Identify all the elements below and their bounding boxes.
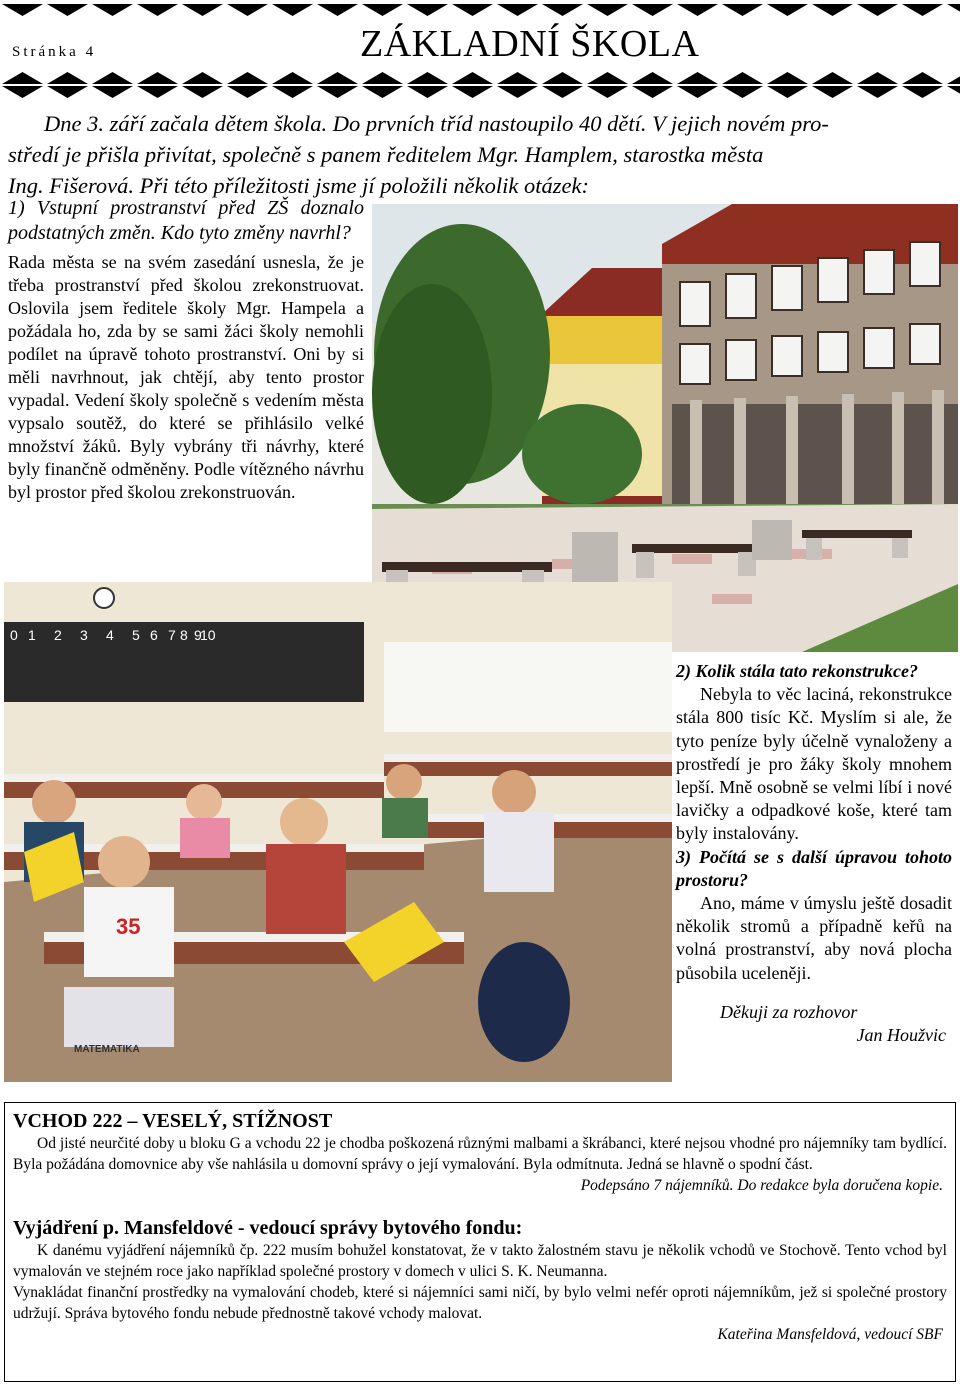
board-digit: 3 bbox=[80, 627, 88, 643]
triangle-border-bottom bbox=[0, 86, 960, 100]
interview-signature bbox=[676, 1001, 952, 1047]
complaint-text: Od jisté neurčité doby u bloku G a vchodu 22 je chodba poškozená různými malbami a škrábanci, které nejsou vhodné pro nájemníky tam bydlící. Byla požádána domovnice aby vše nahlásila u domovní správy o její vymalování. Byla odmítnuta. Jedná se hlavně o spodní část. bbox=[13, 1135, 947, 1173]
board-digit: 0 bbox=[10, 627, 18, 643]
question-2: 2) Kolik stála tato rekonstrukce? bbox=[676, 661, 919, 681]
triangle-border-middle bbox=[0, 70, 960, 84]
complaint-title: VCHOD 222 – VESELÝ, STÍŽNOST bbox=[13, 1110, 333, 1132]
shirt-number: 35 bbox=[116, 914, 141, 939]
triangle-border-top bbox=[0, 4, 960, 18]
complaint-signature: Podepsáno 7 nájemníků. Do redakce byla doručena kopie. bbox=[580, 1177, 943, 1194]
response-text-2: Vynakládat finanční prostředky na vymalování chodeb, které si nájemníci sami ničí, by bylo velmi nefér oproti nájemníkům, jež si společné prostory udržují. Správa bytového fondu nebude přednostně takové vchody malovat. bbox=[13, 1284, 947, 1322]
board-digit: 10 bbox=[200, 627, 216, 643]
interview-left-column bbox=[8, 196, 364, 504]
board-digit: 7 bbox=[168, 627, 176, 643]
answer-1: Rada města se na svém zasedání usnesla, že je třeba prostranství před školou zrekonstruovat. Oslovila jsem ředitele školy Mgr. Hampela a požádala ho, zda by se sami žáci školy nemohli podílet na úpravě tohoto prostranství. Oni by si měli navrhnout, jak chtějí, aby tento prostor vypadal. Vedení školy společně s vedením města vypsalo soutěž, do které se přihlásilo velké množství žáků. Byly vybrány tři návrhy, které byly finančně odměněny. Podle vítězného návrhu byl prostor před školou zrekonstruován. bbox=[8, 252, 364, 502]
complaint-box bbox=[4, 1102, 956, 1382]
intro-line-2: středí je přišla přivítat, společně s panem ředitelem Mgr. Hamplem, starostka města bbox=[8, 142, 764, 167]
answer-3: Ano, máme v úmyslu ještě dosadit několik stromů a případně keřů na volná prostranství, aby nová plocha působila uceleněji. bbox=[676, 893, 952, 983]
board-digit: 8 bbox=[180, 627, 188, 643]
header-border-bottom bbox=[0, 86, 960, 100]
interview-right-column bbox=[676, 660, 952, 1047]
author-name: Jan Houžvic bbox=[856, 1025, 946, 1046]
intro-line-3: Ing. Fišerová. Při této příležitosti jsme jí položili několik otázek: bbox=[8, 173, 589, 198]
clock-icon bbox=[94, 588, 114, 608]
board-digit: 4 bbox=[106, 627, 114, 643]
header-border-middle bbox=[0, 70, 960, 84]
page-label: Stránka 4 bbox=[12, 44, 97, 60]
question-1: 1) Vstupní prostranství před ZŠ doznalo podstatných změn. Kdo tyto změny navrhl? bbox=[8, 197, 364, 244]
board-digit: 9 bbox=[194, 627, 202, 643]
answer-2: Nebyla to věc laciná, rekonstrukce stála 800 tisíc Kč. Myslím si ale, že tyto peníze byly účelně vynaloženy a prostředí je pro žáky školy mnohem lepší. Mně osobně se velmi líbí i nové lavičky a odpadkové koše, které tam byly instalovány. bbox=[676, 684, 952, 844]
board-digit: 6 bbox=[150, 627, 158, 643]
classroom-photo bbox=[4, 582, 672, 1082]
question-3: 3) Počítá se s další úpravou tohoto prostoru? bbox=[676, 846, 952, 890]
thanks-line: Děkuji za rozhovor bbox=[720, 1001, 858, 1022]
book-label: MATEMATIKA bbox=[74, 1044, 140, 1055]
response-signature: Kateřina Mansfeldová, vedoucí SBF bbox=[717, 1326, 943, 1343]
page-title: ZÁKLADNÍ ŠKOLA bbox=[360, 23, 700, 65]
intro-paragraph bbox=[8, 108, 952, 201]
intro-line-1: Dne 3. září začala dětem škola. Do prvních tříd nastoupilo 40 dětí. V jejich novém pro- bbox=[44, 111, 829, 136]
header-border-top bbox=[0, 4, 960, 18]
response-text-1: K danému vyjádření nájemníků čp. 222 musím bohužel konstatovat, že v takto žalostném stavu je několik vchodů ve Stochově. Tento vchod byl vymalován ve stejném roce jako například společné prostory v domech v ulici S. K. Neumanna. bbox=[13, 1242, 947, 1280]
board-digit: 5 bbox=[132, 627, 140, 643]
board-digit: 1 bbox=[28, 627, 36, 643]
classroom-illustration bbox=[4, 582, 672, 1082]
board-digit: 2 bbox=[54, 627, 62, 643]
response-title: Vyjádření p. Mansfeldové - vedoucí správy bytového fondu: bbox=[13, 1217, 523, 1239]
